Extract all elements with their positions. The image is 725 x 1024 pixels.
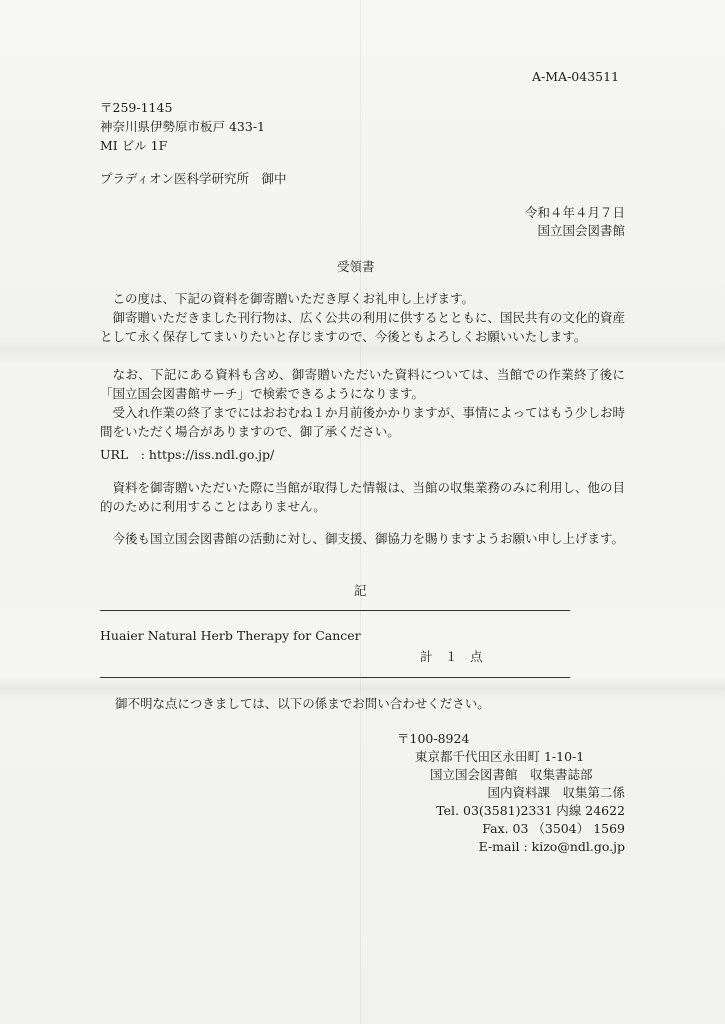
inquiry-text: 御不明な点につきましては、以下の係までお問い合わせください。 [115,696,490,711]
url-line: URL : https://iss.ndl.go.jp/ [100,447,275,462]
contact-dept: 国立国会図書館 収集書誌部 [430,767,593,782]
recipient-postal: 〒259-1145 [100,100,173,115]
item-title: Huaier Natural Herb Therapy for Cancer [100,628,361,643]
issue-date: 令和４年４月７日 [524,205,625,220]
contact-postal: 〒100-8924 [397,731,470,746]
contact-email: E-mail : kizo@ndl.go.jp [478,839,625,854]
divider-bottom [100,677,570,678]
paragraph-preservation: 御寄贈いただきました刊行物は、広く公共の利用に供するとともに、国民共有の文化的資産として永く保存してまいりたいと存じますので、今後ともよろしくお願いいたします。 [100,310,626,344]
issuer-org: 国立国会図書館 [537,223,625,238]
contact-address: 東京都千代田区永田町 1-10-1 [415,749,585,764]
contact-tel: Tel. 03(3581)2331 内線 24622 [436,803,625,818]
ki-heading: 記 [354,583,367,598]
paragraph-privacy: 資料を御寄贈いただいた際に当館が取得した情報は、当館の収集業務のみに利用し、他の目的のために利用することはありません。 [100,480,626,514]
paragraph-thanks: この度は、下記の資料を御寄贈いただき厚くお礼申し上げます。 [112,291,475,306]
recipient-building: MI ビル 1F [100,138,168,153]
divider-top [100,610,570,611]
paragraph-closing: 今後も国立国会図書館の活動に対し、御支援、御協力を賜りますようお願い申し上げます。 [112,531,625,546]
item-count: 計 １ 点 [420,649,483,664]
document-title: 受領書 [337,259,375,274]
contact-fax: Fax. 03 （3504） 1569 [482,821,625,836]
recipient-name: プラディオン医科学研究所 御中 [100,171,287,186]
paragraph-processing: 受入れ作業の終了までにはおおむね１か月前後かかりますが、事情によってはもう少しお時間をいただく場合がありますので、御了承ください。 [100,405,626,439]
paragraph-search: なお、下記にある資料も含め、御寄贈いただいた資料については、当館での作業終了後に「国立国会図書館サーチ」で検索できるようになります。 [100,367,625,401]
recipient-address: 神奈川県伊勢原市板戸 433-1 [100,119,266,134]
contact-section: 国内資料課 収集第二係 [487,785,625,800]
document-number: A-MA-043511 [532,69,620,84]
